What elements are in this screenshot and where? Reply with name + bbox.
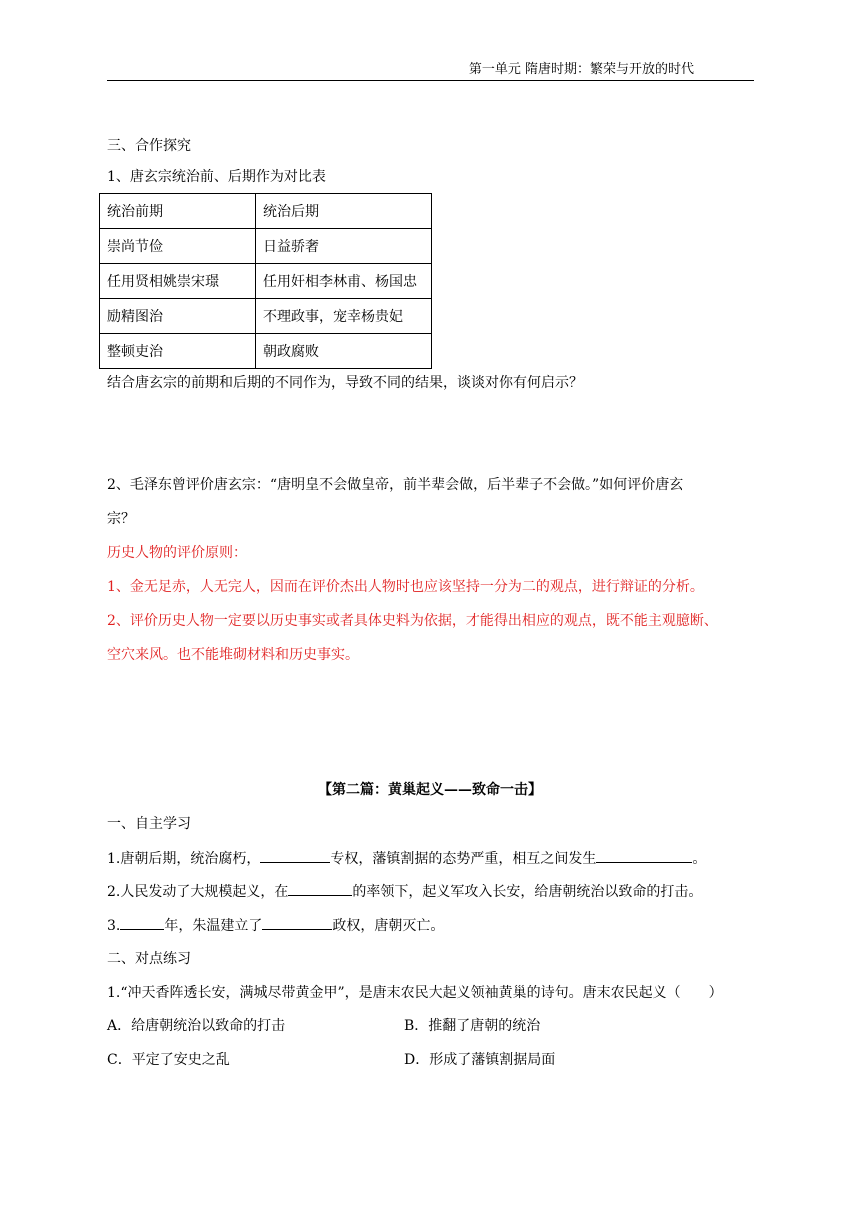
principle-1: 1、金无足赤，人无完人，因而在评价杰出人物时也应该坚持一分为二的观点，进行辩证的分析。 xyxy=(107,579,704,595)
table-cell: 统治前期 xyxy=(100,194,256,229)
self-study-heading: 一、自主学习 xyxy=(107,816,191,832)
table-cell: 统治后期 xyxy=(256,194,432,229)
answer-blank[interactable] xyxy=(596,848,692,863)
self-study-item-1-part-c: 。 xyxy=(692,851,707,867)
header-rule xyxy=(107,80,754,81)
answer-blank[interactable] xyxy=(260,848,330,863)
table-cell: 任用贤相姚崇宋璟 xyxy=(100,264,256,299)
table-cell: 任用奸相李林甫、杨国忠 xyxy=(256,264,432,299)
self-study-item-3-part-c: 政权，唐朝灭亡。 xyxy=(332,918,445,934)
question-2-line-1: 2、毛泽东曾评价唐玄宗：“唐明皇不会做皇帝，前半辈会做，后半辈子不会做。”如何评价唐玄 xyxy=(107,477,684,493)
principle-2-line-2: 空穴来风。也不能堆砌材料和历史事实。 xyxy=(107,647,359,663)
self-study-item-2-part-b: 的率领下，起义军攻入长安，给唐朝统治以致命的打击。 xyxy=(352,884,703,900)
option-d[interactable]: D．形成了藩镇割据局面 xyxy=(404,1052,556,1068)
option-a[interactable]: A．给唐朝统治以致命的打击 xyxy=(107,1018,286,1034)
evaluation-principles-title: 历史人物的评价原则： xyxy=(107,545,247,561)
table-row xyxy=(100,264,432,299)
question-1-title: 1、唐玄宗统治前、后期作为对比表 xyxy=(107,169,326,185)
table-cell: 崇尚节俭 xyxy=(100,229,256,264)
table-cell: 整顿吏治 xyxy=(100,334,256,369)
answer-blank[interactable] xyxy=(120,915,164,930)
table-row xyxy=(100,194,432,229)
self-study-item-1-part-a: 1.唐朝后期，统治腐朽， xyxy=(107,851,261,867)
table-cell: 励精图治 xyxy=(100,299,256,334)
table-row xyxy=(100,334,432,369)
table-cell: 不理政事，宠幸杨贵妃 xyxy=(256,299,432,334)
self-study-item-3 xyxy=(107,915,444,936)
option-b[interactable]: B．推翻了唐朝的统治 xyxy=(404,1018,541,1034)
self-study-item-1 xyxy=(107,848,706,869)
table-cell: 朝政腐败 xyxy=(256,334,432,369)
answer-blank[interactable] xyxy=(262,915,332,930)
principle-2-line-1: 2、评价历史人物一定要以历史事实或者具体史料为依据，才能得出相应的观点，既不能主观臆断、 xyxy=(107,613,718,629)
section-heading-cooperative-inquiry: 三、合作探究 xyxy=(107,138,191,154)
running-header-title: 第一单元 隋唐时期：繁荣与开放的时代 xyxy=(468,62,694,77)
self-study-item-3-part-b: 年，朱温建立了 xyxy=(164,918,263,934)
table-cell: 日益骄奢 xyxy=(256,229,432,264)
self-study-item-3-part-a: 3. xyxy=(107,918,121,934)
part-2-title: 【第二篇：黄巢起义——致命一击】 xyxy=(318,782,542,798)
question-1-prompt: 结合唐玄宗的前期和后期的不同作为，导致不同的结果，谈谈对你有何启示？ xyxy=(107,375,583,391)
self-study-item-2-part-a: 2.人民发动了大规模起义，在 xyxy=(107,884,289,900)
practice-question-1: 1.“冲天香阵透长安，满城尽带黄金甲”，是唐末农民大起义领袖黄巢的诗句。唐末农民起义（ ） xyxy=(107,985,723,1001)
practice-heading: 二、对点练习 xyxy=(107,951,191,967)
comparison-table xyxy=(99,193,432,369)
option-c[interactable]: C．平定了安史之乱 xyxy=(107,1052,230,1068)
answer-blank[interactable] xyxy=(288,881,352,896)
table-row xyxy=(100,299,432,334)
table-row xyxy=(100,229,432,264)
question-2-line-2: 宗？ xyxy=(107,511,135,527)
self-study-item-1-part-b: 专权，藩镇割据的态势严重，相互之间发生 xyxy=(330,851,597,867)
self-study-item-2 xyxy=(107,881,702,902)
